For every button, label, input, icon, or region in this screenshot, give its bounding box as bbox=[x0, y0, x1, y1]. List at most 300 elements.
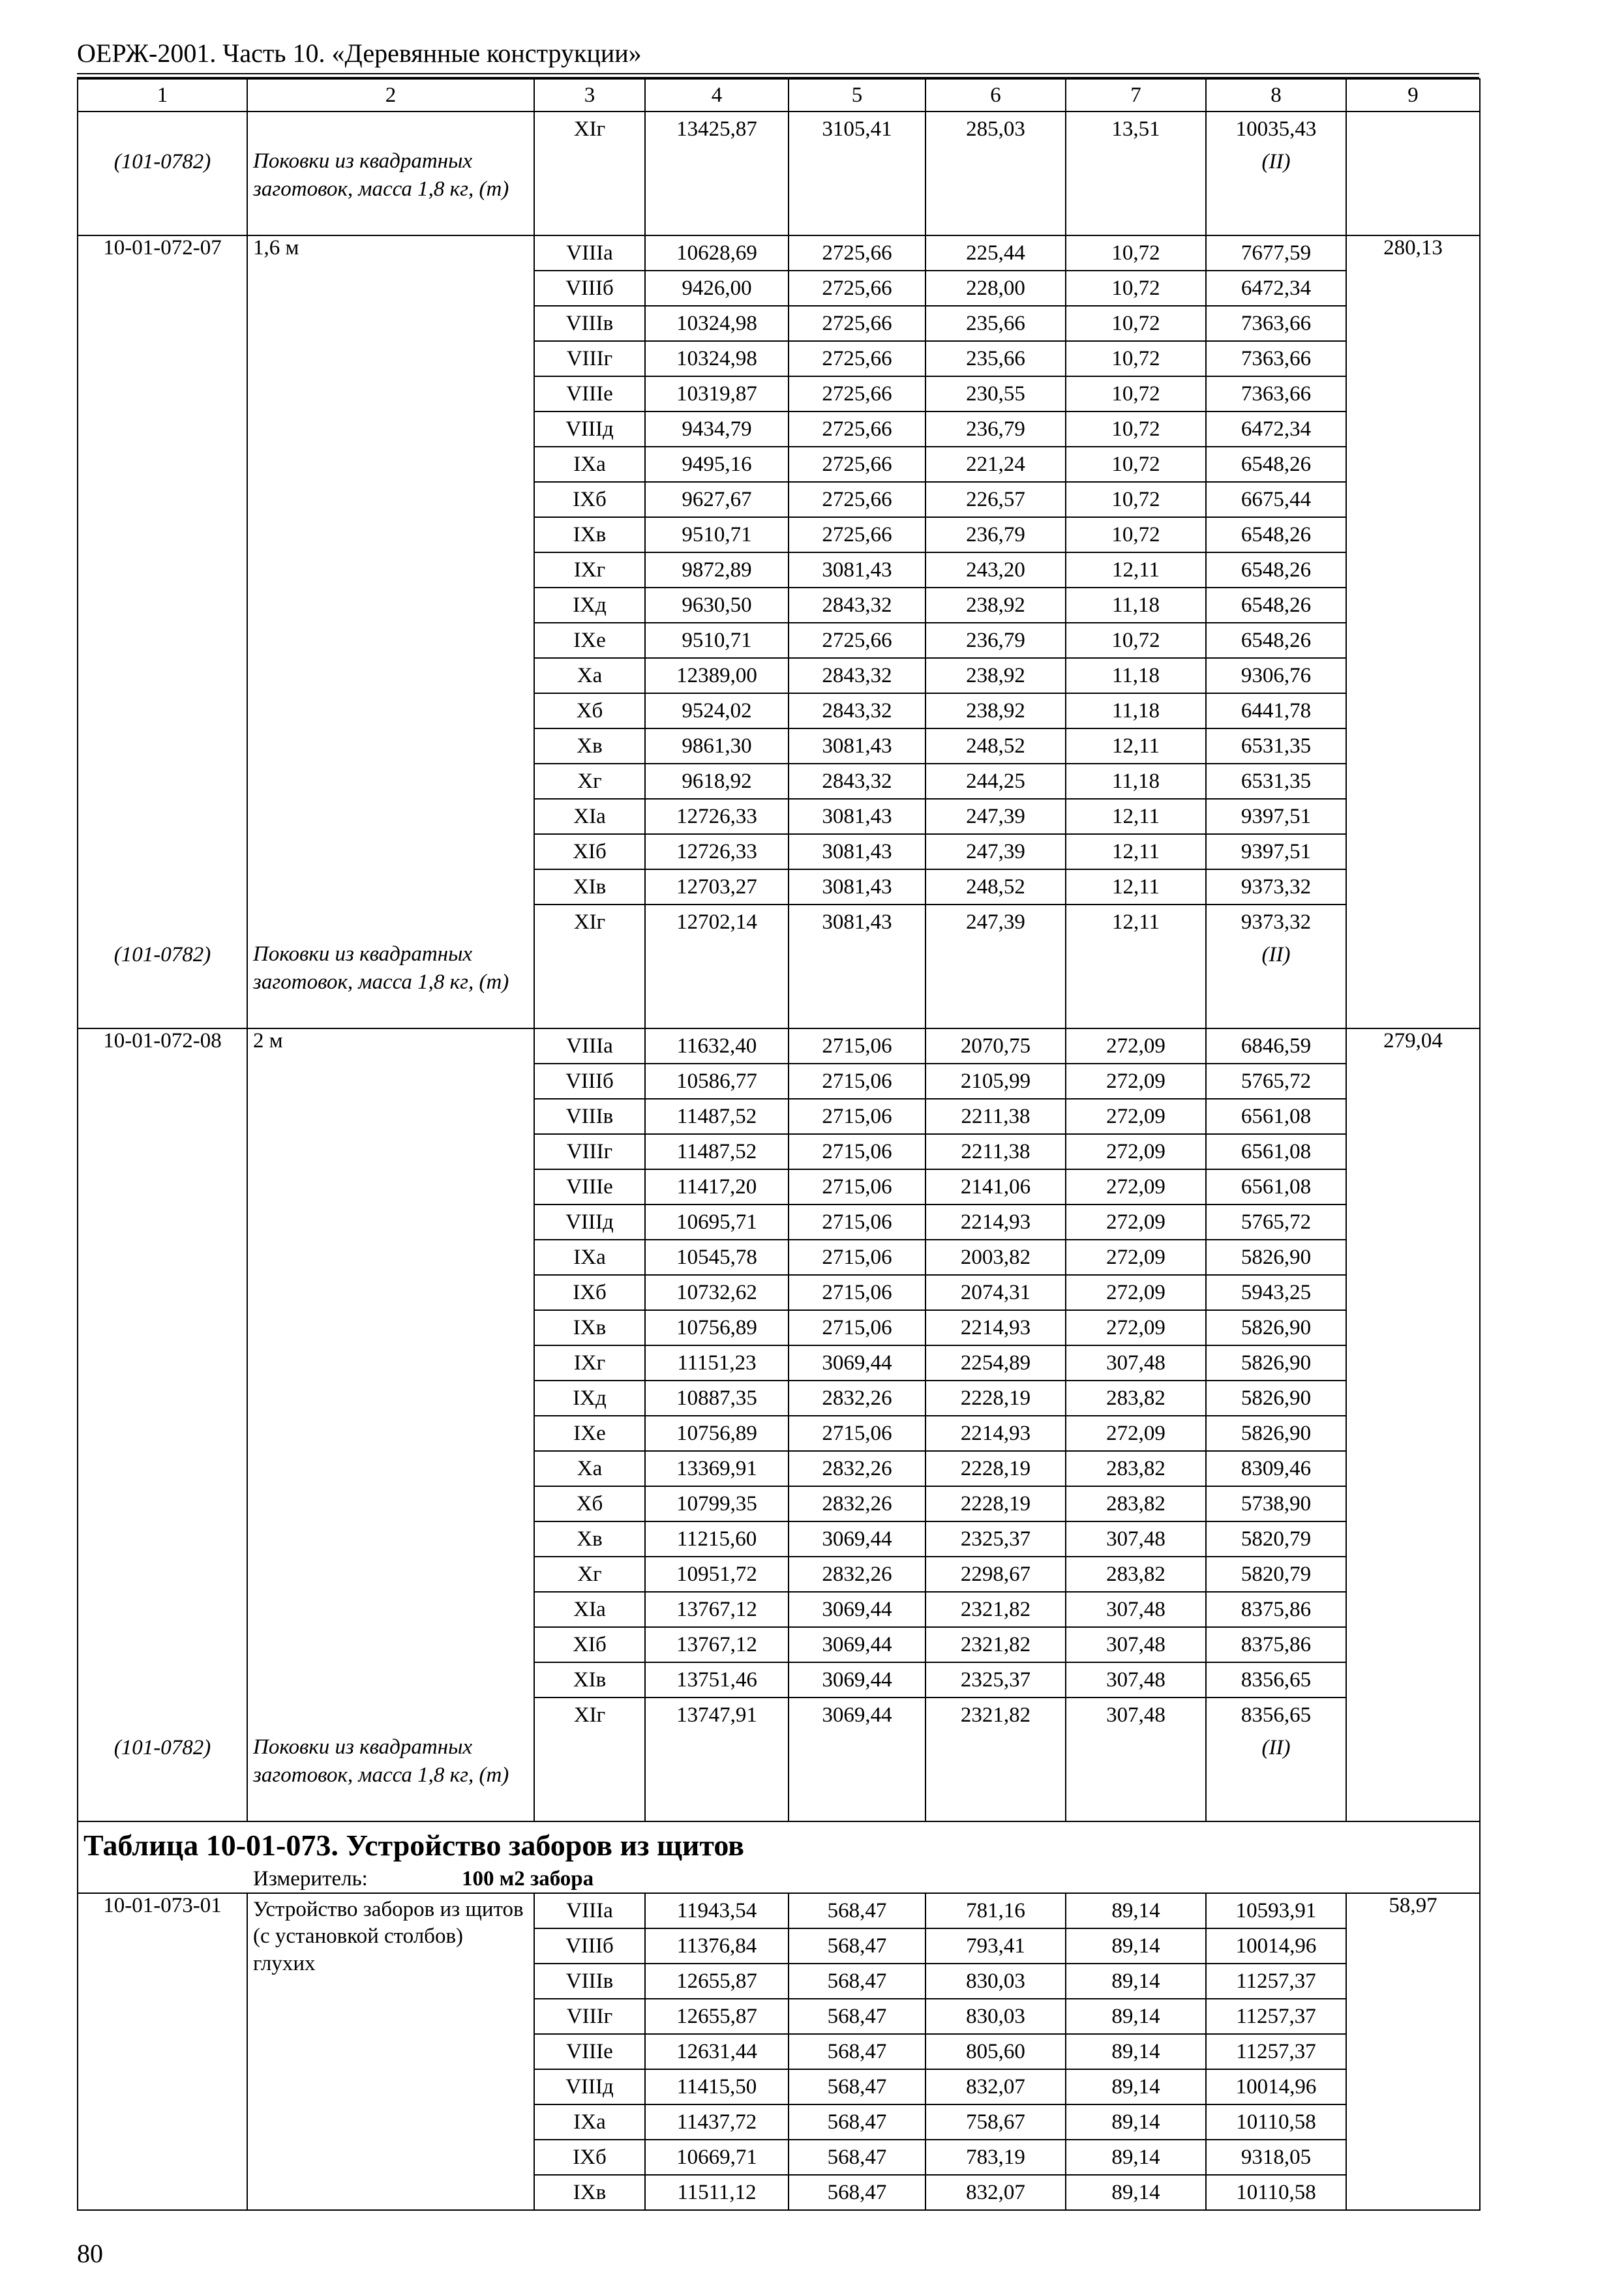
empty-cell bbox=[645, 1732, 789, 1821]
zone-cell: IXе bbox=[534, 623, 645, 658]
direct-cost-cell: 10732,62 bbox=[645, 1275, 789, 1310]
machines-cell: 285,03 bbox=[925, 112, 1066, 146]
page-number: 80 bbox=[77, 2239, 103, 2268]
materials-cell: 11257,37 bbox=[1206, 1999, 1346, 2034]
empty-cell bbox=[1066, 146, 1206, 235]
materials-cell: 7677,59 bbox=[1206, 235, 1346, 271]
machinist-wages-cell: 10,72 bbox=[1066, 482, 1206, 517]
table-row bbox=[78, 1893, 1480, 1928]
rates-table bbox=[77, 78, 1481, 2211]
wages-cell: 2715,06 bbox=[789, 1134, 925, 1169]
machines-cell: 2228,19 bbox=[925, 1381, 1066, 1416]
wages-cell: 568,47 bbox=[789, 1999, 925, 2034]
column-header: 7 bbox=[1066, 79, 1206, 112]
materials-cell: 6548,26 bbox=[1206, 552, 1346, 588]
machines-cell: 2003,82 bbox=[925, 1240, 1066, 1275]
wages-cell: 3081,43 bbox=[789, 905, 925, 939]
machinist-wages-cell: 10,72 bbox=[1066, 341, 1206, 376]
wages-cell: 2715,06 bbox=[789, 1310, 925, 1345]
zone-cell: VIIIб bbox=[534, 271, 645, 306]
machinist-wages-cell: 89,14 bbox=[1066, 1999, 1206, 2034]
machines-cell: 247,39 bbox=[925, 799, 1066, 834]
zone-cell: IXа bbox=[534, 447, 645, 482]
empty-cell bbox=[1346, 939, 1480, 1028]
wages-cell: 2832,26 bbox=[789, 1381, 925, 1416]
materials-cell: 6561,08 bbox=[1206, 1169, 1346, 1204]
machinist-wages-cell: 12,11 bbox=[1066, 869, 1206, 905]
machines-cell: 805,60 bbox=[925, 2034, 1066, 2069]
wages-cell: 2725,66 bbox=[789, 447, 925, 482]
machines-cell: 236,79 bbox=[925, 623, 1066, 658]
direct-cost-cell: 10324,98 bbox=[645, 306, 789, 341]
zone-cell: Xв bbox=[534, 728, 645, 764]
materials-cell: 8375,86 bbox=[1206, 1592, 1346, 1627]
machinist-wages-cell: 283,82 bbox=[1066, 1486, 1206, 1521]
table-row bbox=[78, 112, 1480, 146]
materials-cell: 6846,59 bbox=[1206, 1028, 1346, 1064]
zone-cell: Xа bbox=[534, 1451, 645, 1486]
wages-cell: 2725,66 bbox=[789, 482, 925, 517]
column-header: 2 bbox=[247, 79, 534, 112]
wages-cell: 2725,66 bbox=[789, 376, 925, 411]
machines-cell: 2105,99 bbox=[925, 1064, 1066, 1099]
wages-cell: 2843,32 bbox=[789, 693, 925, 728]
direct-cost-cell: 12726,33 bbox=[645, 834, 789, 869]
direct-cost-cell: 9618,92 bbox=[645, 764, 789, 799]
direct-cost-cell: 12389,00 bbox=[645, 658, 789, 693]
materials-cell: 6441,78 bbox=[1206, 693, 1346, 728]
empty-cell bbox=[789, 1732, 925, 1821]
zone-cell: VIIIд bbox=[534, 2069, 645, 2104]
machinist-wages-cell: 272,09 bbox=[1066, 1099, 1206, 1134]
direct-cost-cell: 13747,91 bbox=[645, 1698, 789, 1732]
resource-class: (II) bbox=[1206, 939, 1346, 1028]
zone-cell: VIIIе bbox=[534, 2034, 645, 2069]
wages-cell: 2725,66 bbox=[789, 271, 925, 306]
materials-cell: 6548,26 bbox=[1206, 588, 1346, 623]
zone-cell: IXд bbox=[534, 588, 645, 623]
wages-cell: 568,47 bbox=[789, 2069, 925, 2104]
empty-cell bbox=[1346, 1732, 1480, 1821]
workers-cell bbox=[1346, 112, 1480, 146]
materials-cell: 6548,26 bbox=[1206, 623, 1346, 658]
resource-name: Поковки из квадратных заготовок, масса 1,8 кг, (т) bbox=[247, 939, 534, 1028]
direct-cost-cell: 13767,12 bbox=[645, 1627, 789, 1662]
zone-cell: Xг bbox=[534, 1557, 645, 1592]
measurer-row bbox=[78, 1865, 1480, 1893]
wages-cell: 2843,32 bbox=[789, 658, 925, 693]
machinist-wages-cell: 89,14 bbox=[1066, 1928, 1206, 1964]
zone-cell: IXд bbox=[534, 1381, 645, 1416]
page-header: ОЕРЖ-2001. Часть 10. «Деревянные конструкции» bbox=[77, 38, 642, 68]
wages-cell: 3081,43 bbox=[789, 552, 925, 588]
empty-cell bbox=[534, 1732, 645, 1821]
direct-cost-cell: 11487,52 bbox=[645, 1099, 789, 1134]
wages-cell: 2715,06 bbox=[789, 1099, 925, 1134]
machinist-wages-cell: 272,09 bbox=[1066, 1240, 1206, 1275]
wages-cell: 2715,06 bbox=[789, 1064, 925, 1099]
zone-cell: VIIIа bbox=[534, 235, 645, 271]
machines-cell: 226,57 bbox=[925, 482, 1066, 517]
direct-cost-cell: 9630,50 bbox=[645, 588, 789, 623]
zone-cell: IXг bbox=[534, 552, 645, 588]
materials-cell: 9373,32 bbox=[1206, 905, 1346, 939]
column-header: 9 bbox=[1346, 79, 1480, 112]
zone-cell: IXв bbox=[534, 2175, 645, 2210]
machinist-wages-cell: 11,18 bbox=[1066, 658, 1206, 693]
measurer-label: Измеритель: bbox=[253, 1866, 368, 1891]
machinist-wages-cell: 10,72 bbox=[1066, 623, 1206, 658]
wages-cell: 568,47 bbox=[789, 1964, 925, 1999]
zone-cell: IXб bbox=[534, 482, 645, 517]
empty-cell bbox=[1346, 146, 1480, 235]
machines-cell: 244,25 bbox=[925, 764, 1066, 799]
direct-cost-cell: 9861,30 bbox=[645, 728, 789, 764]
zone-cell: VIIIг bbox=[534, 341, 645, 376]
zone-cell: Xб bbox=[534, 1486, 645, 1521]
machinist-wages-cell: 10,72 bbox=[1066, 447, 1206, 482]
zone-cell: VIIIд bbox=[534, 1204, 645, 1240]
materials-cell: 5820,79 bbox=[1206, 1521, 1346, 1557]
direct-cost-cell: 13751,46 bbox=[645, 1662, 789, 1698]
machinist-wages-cell: 89,14 bbox=[1066, 2175, 1206, 2210]
direct-cost-cell: 11437,72 bbox=[645, 2104, 789, 2140]
machinist-wages-cell: 272,09 bbox=[1066, 1028, 1206, 1064]
resource-name: Поковки из квадратных заготовок, масса 1,8 кг, (т) bbox=[247, 146, 534, 235]
materials-cell: 6561,08 bbox=[1206, 1099, 1346, 1134]
machines-cell: 238,92 bbox=[925, 658, 1066, 693]
wages-cell: 2715,06 bbox=[789, 1275, 925, 1310]
materials-cell: 9306,76 bbox=[1206, 658, 1346, 693]
machines-cell: 758,67 bbox=[925, 2104, 1066, 2140]
wages-cell: 3069,44 bbox=[789, 1698, 925, 1732]
direct-cost-cell: 12703,27 bbox=[645, 869, 789, 905]
machines-cell: 2325,37 bbox=[925, 1662, 1066, 1698]
direct-cost-cell: 9434,79 bbox=[645, 411, 789, 447]
wages-cell: 2843,32 bbox=[789, 764, 925, 799]
materials-cell: 9397,51 bbox=[1206, 799, 1346, 834]
resource-code: (101-0782) bbox=[78, 1732, 247, 1821]
machines-cell: 2141,06 bbox=[925, 1169, 1066, 1204]
resource-name: Поковки из квадратных заготовок, масса 1,8 кг, (т) bbox=[247, 1732, 534, 1821]
wages-cell: 2725,66 bbox=[789, 517, 925, 552]
machinist-wages-cell: 11,18 bbox=[1066, 693, 1206, 728]
machines-cell: 2214,93 bbox=[925, 1416, 1066, 1451]
wages-cell: 568,47 bbox=[789, 2034, 925, 2069]
machinist-wages-cell: 12,11 bbox=[1066, 905, 1206, 939]
workers-cell: 58,97 bbox=[1346, 1893, 1480, 2210]
machines-cell: 2321,82 bbox=[925, 1698, 1066, 1732]
note-row bbox=[78, 1732, 1480, 1821]
machinist-wages-cell: 307,48 bbox=[1066, 1345, 1206, 1381]
materials-cell: 5826,90 bbox=[1206, 1240, 1346, 1275]
wages-cell: 2832,26 bbox=[789, 1451, 925, 1486]
machinist-wages-cell: 283,82 bbox=[1066, 1381, 1206, 1416]
machines-cell: 783,19 bbox=[925, 2140, 1066, 2175]
note-row bbox=[78, 939, 1480, 1028]
machinist-wages-cell: 89,14 bbox=[1066, 1893, 1206, 1928]
direct-cost-cell: 10628,69 bbox=[645, 235, 789, 271]
zone-cell: VIIIв bbox=[534, 1964, 645, 1999]
code-cell bbox=[78, 112, 247, 146]
column-header: 4 bbox=[645, 79, 789, 112]
machines-cell: 235,66 bbox=[925, 306, 1066, 341]
zone-cell: Xг bbox=[534, 764, 645, 799]
column-header: 6 bbox=[925, 79, 1066, 112]
rate-code: 10-01-072-08 bbox=[78, 1028, 247, 1732]
description-cell bbox=[247, 112, 534, 146]
workers-cell: 279,04 bbox=[1346, 1028, 1480, 1732]
workers-cell: 280,13 bbox=[1346, 235, 1480, 939]
zone-cell: Xв bbox=[534, 1521, 645, 1557]
machines-cell: 238,92 bbox=[925, 693, 1066, 728]
zone-cell: XIб bbox=[534, 1627, 645, 1662]
materials-cell: 6675,44 bbox=[1206, 482, 1346, 517]
direct-cost-cell: 11415,50 bbox=[645, 2069, 789, 2104]
direct-cost-cell: 9495,16 bbox=[645, 447, 789, 482]
machinist-wages-cell: 272,09 bbox=[1066, 1204, 1206, 1240]
machinist-wages-cell: 272,09 bbox=[1066, 1169, 1206, 1204]
materials-cell: 8356,65 bbox=[1206, 1662, 1346, 1698]
empty-cell bbox=[534, 146, 645, 235]
machinist-wages-cell: 89,14 bbox=[1066, 2104, 1206, 2140]
machinist-wages-cell: 307,48 bbox=[1066, 1627, 1206, 1662]
materials-cell: 5826,90 bbox=[1206, 1310, 1346, 1345]
materials-cell: 8309,46 bbox=[1206, 1451, 1346, 1486]
direct-cost-cell: 10799,35 bbox=[645, 1486, 789, 1521]
zone-cell: XIв bbox=[534, 869, 645, 905]
resource-class: (II) bbox=[1206, 146, 1346, 235]
direct-cost-cell: 11215,60 bbox=[645, 1521, 789, 1557]
machinist-wages-cell: 12,11 bbox=[1066, 728, 1206, 764]
zone-cell: Xб bbox=[534, 693, 645, 728]
machinist-wages-cell: 10,72 bbox=[1066, 517, 1206, 552]
machines-cell: 228,00 bbox=[925, 271, 1066, 306]
table-row bbox=[78, 235, 1480, 271]
zone-cell: VIIIа bbox=[534, 1028, 645, 1064]
zone-cell: IXг bbox=[534, 1345, 645, 1381]
machines-cell: 830,03 bbox=[925, 1999, 1066, 2034]
zone-cell: IXа bbox=[534, 2104, 645, 2140]
zone-cell: VIIIе bbox=[534, 1169, 645, 1204]
machines-cell: 2214,93 bbox=[925, 1310, 1066, 1345]
wages-cell: 3069,44 bbox=[789, 1521, 925, 1557]
materials-cell: 5765,72 bbox=[1206, 1204, 1346, 1240]
wages-cell: 3081,43 bbox=[789, 799, 925, 834]
direct-cost-cell: 9524,02 bbox=[645, 693, 789, 728]
materials-cell: 11257,37 bbox=[1206, 2034, 1346, 2069]
direct-cost-cell: 12726,33 bbox=[645, 799, 789, 834]
materials-cell: 5826,90 bbox=[1206, 1416, 1346, 1451]
wages-cell: 568,47 bbox=[789, 1893, 925, 1928]
machinist-wages-cell: 12,11 bbox=[1066, 834, 1206, 869]
wages-cell: 3069,44 bbox=[789, 1662, 925, 1698]
wages-cell: 3069,44 bbox=[789, 1592, 925, 1627]
machinist-wages-cell: 10,72 bbox=[1066, 376, 1206, 411]
materials-cell: 7363,66 bbox=[1206, 306, 1346, 341]
direct-cost-cell: 12631,44 bbox=[645, 2034, 789, 2069]
zone-cell: XIб bbox=[534, 834, 645, 869]
materials-cell: 5826,90 bbox=[1206, 1345, 1346, 1381]
wages-cell: 3081,43 bbox=[789, 834, 925, 869]
machines-cell: 832,07 bbox=[925, 2069, 1066, 2104]
zone-cell: XIа bbox=[534, 799, 645, 834]
materials-cell: 6472,34 bbox=[1206, 411, 1346, 447]
machines-cell: 2070,75 bbox=[925, 1028, 1066, 1064]
machines-cell: 248,52 bbox=[925, 869, 1066, 905]
machinist-wages-cell: 272,09 bbox=[1066, 1134, 1206, 1169]
machinist-wages-cell: 10,72 bbox=[1066, 271, 1206, 306]
materials-cell: 10014,96 bbox=[1206, 1928, 1346, 1964]
wages-cell: 568,47 bbox=[789, 2104, 925, 2140]
column-header: 1 bbox=[78, 79, 247, 112]
rates-table-body bbox=[78, 79, 1480, 2210]
machines-cell: 2211,38 bbox=[925, 1099, 1066, 1134]
materials-cell: 6472,34 bbox=[1206, 271, 1346, 306]
materials-cell: 10035,43 bbox=[1206, 112, 1346, 146]
direct-cost-cell: 12655,87 bbox=[645, 1999, 789, 2034]
wages-cell: 2715,06 bbox=[789, 1028, 925, 1064]
direct-cost-cell: 10669,71 bbox=[645, 2140, 789, 2175]
direct-cost-cell: 9510,71 bbox=[645, 517, 789, 552]
materials-cell: 11257,37 bbox=[1206, 1964, 1346, 1999]
direct-cost-cell: 11376,84 bbox=[645, 1928, 789, 1964]
zone-cell: IXб bbox=[534, 2140, 645, 2175]
machines-cell: 2211,38 bbox=[925, 1134, 1066, 1169]
zone-cell: XIг bbox=[534, 112, 645, 146]
machinist-wages-cell: 307,48 bbox=[1066, 1662, 1206, 1698]
measurer-value: 100 м2 забора bbox=[462, 1866, 594, 1891]
empty-cell bbox=[645, 146, 789, 235]
zone-cell: XIа bbox=[534, 1592, 645, 1627]
wages-cell: 3069,44 bbox=[789, 1627, 925, 1662]
wages-cell: 2725,66 bbox=[789, 623, 925, 658]
machines-cell: 230,55 bbox=[925, 376, 1066, 411]
direct-cost-cell: 11511,12 bbox=[645, 2175, 789, 2210]
direct-cost-cell: 10756,89 bbox=[645, 1310, 789, 1345]
wages-cell: 2725,66 bbox=[789, 306, 925, 341]
wages-cell: 2843,32 bbox=[789, 588, 925, 623]
wages-cell: 3081,43 bbox=[789, 869, 925, 905]
machinist-wages-cell: 89,14 bbox=[1066, 1964, 1206, 1999]
machines-cell: 2298,67 bbox=[925, 1557, 1066, 1592]
empty-cell bbox=[534, 939, 645, 1028]
machines-cell: 247,39 bbox=[925, 834, 1066, 869]
zone-cell: XIв bbox=[534, 1662, 645, 1698]
wages-cell: 3105,41 bbox=[789, 112, 925, 146]
wages-cell: 2832,26 bbox=[789, 1486, 925, 1521]
zone-cell: XIг bbox=[534, 1698, 645, 1732]
resource-code: (101-0782) bbox=[78, 146, 247, 235]
table-title-row bbox=[78, 1821, 1480, 1865]
machines-cell: 2325,37 bbox=[925, 1521, 1066, 1557]
machinist-wages-cell: 12,11 bbox=[1066, 552, 1206, 588]
zone-cell: VIIIе bbox=[534, 376, 645, 411]
machines-cell: 2228,19 bbox=[925, 1451, 1066, 1486]
direct-cost-cell: 12702,14 bbox=[645, 905, 789, 939]
materials-cell: 9397,51 bbox=[1206, 834, 1346, 869]
machines-cell: 2321,82 bbox=[925, 1627, 1066, 1662]
direct-cost-cell: 10324,98 bbox=[645, 341, 789, 376]
machines-cell: 221,24 bbox=[925, 447, 1066, 482]
machinist-wages-cell: 307,48 bbox=[1066, 1592, 1206, 1627]
machines-cell: 781,16 bbox=[925, 1893, 1066, 1928]
materials-cell: 5826,90 bbox=[1206, 1381, 1346, 1416]
resource-class: (II) bbox=[1206, 1732, 1346, 1821]
materials-cell: 6548,26 bbox=[1206, 517, 1346, 552]
machinist-wages-cell: 10,72 bbox=[1066, 411, 1206, 447]
direct-cost-cell: 11943,54 bbox=[645, 1893, 789, 1928]
machines-cell: 2074,31 bbox=[925, 1275, 1066, 1310]
direct-cost-cell: 10695,71 bbox=[645, 1204, 789, 1240]
materials-cell: 7363,66 bbox=[1206, 341, 1346, 376]
direct-cost-cell: 11487,52 bbox=[645, 1134, 789, 1169]
machines-cell: 225,44 bbox=[925, 235, 1066, 271]
direct-cost-cell: 13425,87 bbox=[645, 112, 789, 146]
zone-cell: VIIIв bbox=[534, 1099, 645, 1134]
column-header-row bbox=[78, 79, 1480, 112]
wages-cell: 2715,06 bbox=[789, 1416, 925, 1451]
wages-cell: 2715,06 bbox=[789, 1169, 925, 1204]
table-title: Таблица 10-01-073. Устройство заборов из щитов bbox=[78, 1821, 1480, 1865]
wages-cell: 2715,06 bbox=[789, 1204, 925, 1240]
rate-description: Устройство заборов из щитов (с установкой столбов) глухих bbox=[247, 1893, 534, 2210]
direct-cost-cell: 10951,72 bbox=[645, 1557, 789, 1592]
machines-cell: 793,41 bbox=[925, 1928, 1066, 1964]
machinist-wages-cell: 11,18 bbox=[1066, 588, 1206, 623]
machines-cell: 2214,93 bbox=[925, 1204, 1066, 1240]
machinist-wages-cell: 89,14 bbox=[1066, 2140, 1206, 2175]
machinist-wages-cell: 11,18 bbox=[1066, 764, 1206, 799]
materials-cell: 5738,90 bbox=[1206, 1486, 1346, 1521]
materials-cell: 10593,91 bbox=[1206, 1893, 1346, 1928]
column-header: 5 bbox=[789, 79, 925, 112]
materials-cell: 6548,26 bbox=[1206, 447, 1346, 482]
materials-cell: 6531,35 bbox=[1206, 764, 1346, 799]
machinist-wages-cell: 10,72 bbox=[1066, 306, 1206, 341]
direct-cost-cell: 11632,40 bbox=[645, 1028, 789, 1064]
machines-cell: 2254,89 bbox=[925, 1345, 1066, 1381]
wages-cell: 568,47 bbox=[789, 2140, 925, 2175]
machines-cell: 247,39 bbox=[925, 905, 1066, 939]
wages-cell: 2832,26 bbox=[789, 1557, 925, 1592]
machines-cell: 248,52 bbox=[925, 728, 1066, 764]
zone-cell: VIIIа bbox=[534, 1893, 645, 1928]
materials-cell: 10110,58 bbox=[1206, 2104, 1346, 2140]
rate-code: 10-01-073-01 bbox=[78, 1893, 247, 2210]
zone-cell: VIIIв bbox=[534, 306, 645, 341]
zone-cell: VIIIг bbox=[534, 1999, 645, 2034]
empty-cell bbox=[925, 1732, 1066, 1821]
empty-cell bbox=[789, 146, 925, 235]
machines-cell: 236,79 bbox=[925, 411, 1066, 447]
machinist-wages-cell: 10,72 bbox=[1066, 235, 1206, 271]
machines-cell: 2321,82 bbox=[925, 1592, 1066, 1627]
zone-cell: IXб bbox=[534, 1275, 645, 1310]
direct-cost-cell: 10887,35 bbox=[645, 1381, 789, 1416]
table-row bbox=[78, 1028, 1480, 1064]
machines-cell: 236,79 bbox=[925, 517, 1066, 552]
machines-cell: 832,07 bbox=[925, 2175, 1066, 2210]
machines-cell: 243,20 bbox=[925, 552, 1066, 588]
rate-description: 2 м bbox=[247, 1028, 534, 1732]
machines-cell: 2228,19 bbox=[925, 1486, 1066, 1521]
direct-cost-cell: 13767,12 bbox=[645, 1592, 789, 1627]
zone-cell: IXе bbox=[534, 1416, 645, 1451]
wages-cell: 2725,66 bbox=[789, 235, 925, 271]
wages-cell: 3081,43 bbox=[789, 728, 925, 764]
machinist-wages-cell: 12,11 bbox=[1066, 799, 1206, 834]
